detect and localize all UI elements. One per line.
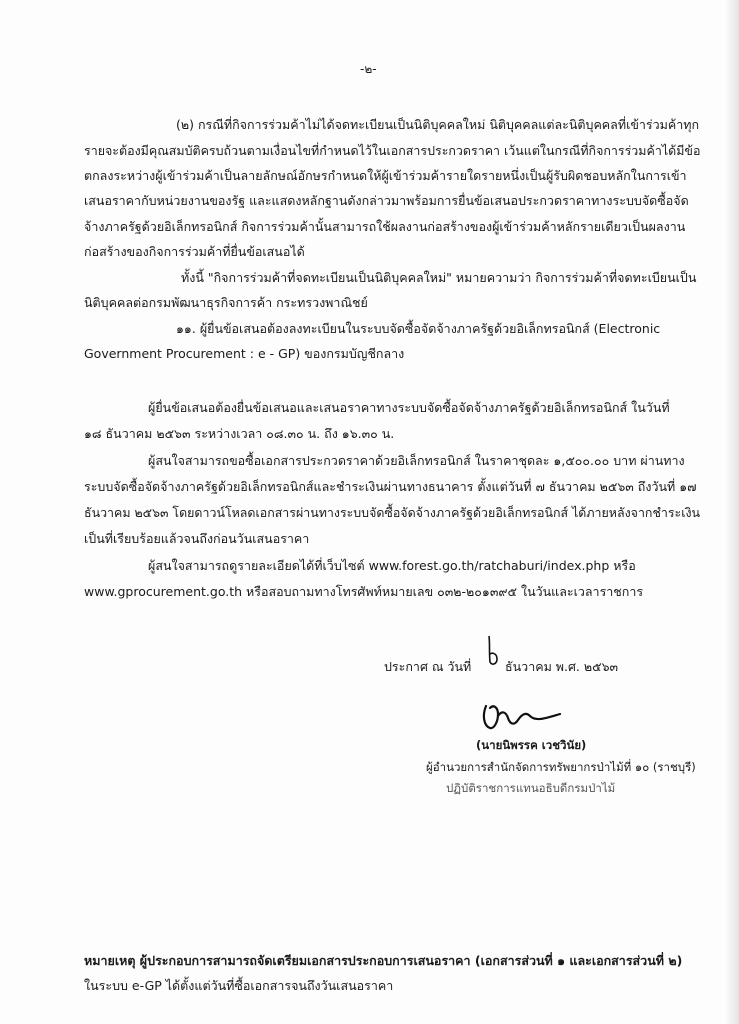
- announcement-date-suffix: ธันวาคม พ.ศ. ๒๕๖๓: [505, 659, 619, 674]
- clause-2-line-4: เสนอราคากับหน่วยงานของรัฐ และแสดงหลักฐานดังกล่าวมาพร้อมการยื่นข้อเสนอประกวดราคาทางระบบจัดซื้อจัด: [84, 193, 689, 208]
- note-line-2: ในระบบ e-GP ได้ตั้งแต่วันที่ซื้อเอกสารจนถึงวันเสนอราคา: [84, 978, 394, 993]
- purchase-line-2: ระบบจัดซื้อจัดจ้างภาครัฐด้วยอิเล็กทรอนิกส์และชำระเงินผ่านทางธนาคาร ตั้งแต่วันที่ ๗ ธันวาคม ๒๕๖๓ ถึงวันที่ ๑๗: [84, 479, 697, 494]
- clause-2-line-3: ตกลงระหว่างผู้เข้าร่วมค้าเป็นลายลักษณ์อักษรกำหนดให้ผู้เข้าร่วมค้ารายใดรายหนึ่งเป็นผู้รับผิดชอบหลักในการเข้า: [84, 168, 687, 183]
- clause-2-line-6: ก่อสร้างของกิจการร่วมค้าที่ยื่นข้อเสนอได้: [84, 244, 305, 259]
- page-number: -๒-: [360, 62, 377, 76]
- website-line-1: ผู้สนใจสามารถดูรายละเอียดได้ที่เว็บไซต์ www.forest.go.th/ratchaburi/index.php หรือ: [148, 558, 636, 573]
- note-line-1: [84, 953, 682, 969]
- clause-11-line-2: Government Procurement : e - GP) ของกรมบัญชีกลาง: [84, 346, 405, 361]
- clause-2-line-1: (๒) กรณีที่กิจการร่วมค้าไม่ได้จดทะเบียนเป็นนิติบุคคลใหม่ นิติบุคคลแต่ละนิติบุคคลที่เข้าร่วมค้าทุก: [176, 117, 700, 132]
- handwritten-signature: [476, 686, 566, 736]
- website-line-2: www.gprocurement.go.th หรือสอบถามทางโทรศัพท์หมายเลข ๐๓๒-๒๐๑๓๙๕ ในวันและเวลาราชการ: [84, 584, 644, 599]
- clause-2-line-2: รายจะต้องมีคุณสมบัติครบถ้วนตามเงื่อนไขที่กำหนดไว้ในเอกสารประกวดราคา เว้นแต่ในกรณีที่กิจการร่วมค้าได้มีข้อ: [84, 143, 701, 158]
- clause-2-line-5: จ้างภาครัฐด้วยอิเล็กทรอนิกส์ กิจการร่วมค้านั้นสามารถใช้ผลงานก่อสร้างของผู้เข้าร่วมค้าหลักรายเดียวเป็นผลงาน: [84, 219, 686, 234]
- signatory-name: (นายนิพรรค เวชวินัย): [476, 738, 587, 752]
- submission-line-2: ๑๘ ธันวาคม ๒๕๖๓ ระหว่างเวลา ๐๘.๓๐ น. ถึง ๑๖.๓๐ น.: [84, 426, 395, 441]
- definition-line-1: ทั้งนี้ "กิจการร่วมค้าที่จดทะเบียนเป็นนิติบุคคลใหม่" หมายความว่า กิจการร่วมค้าที่จดทะเบียนเป็น: [181, 270, 697, 285]
- purchase-line-3: ธันวาคม ๒๕๖๓ โดยดาวน์โหลดเอกสารผ่านทางระบบจัดซื้อจัดจ้างภาครัฐด้วยอิเล็กทรอนิกส์ ได้ภายหลังจากชำระเงิน: [84, 505, 701, 520]
- signatory-acting: ปฏิบัติราชการแทนอธิบดีกรมป่าไม้: [446, 781, 616, 795]
- purchase-line-1: ผู้สนใจสามารถขอซื้อเอกสารประกวดราคาด้วยอิเล็กทรอนิกส์ ในราคาชุดละ ๑,๕๐๐.๐๐ บาท ผ่านทาง: [148, 453, 685, 468]
- page-edge-shadow: [725, 0, 739, 1024]
- definition-line-2: นิติบุคคลต่อกรมพัฒนาธุรกิจการค้า กระทรวงพาณิชย์: [84, 295, 368, 310]
- announcement-date-prefix: ประกาศ ณ วันที่: [384, 659, 472, 674]
- note-text-1: หมายเหตุ ผู้ประกอบการสามารถจัดเตรียมเอกสารประกอบการเสนอราคา (เอกสารส่วนที่ ๑ และเอกสารส่วนที่ ๒): [84, 953, 683, 968]
- submission-line-1: ผู้ยื่นข้อเสนอต้องยื่นข้อเสนอและเสนอราคาทางระบบจัดซื้อจัดจ้างภาครัฐด้วยอิเล็กทรอนิกส์ ในวันที่: [148, 400, 670, 415]
- clause-11-line-1: ๑๑. ผู้ยื่นข้อเสนอต้องลงทะเบียนในระบบจัดซื้อจัดจ้างภาครัฐด้วยอิเล็กทรอนิกส์ (Electronic: [176, 321, 661, 336]
- handwritten-day-mark: [486, 634, 500, 668]
- purchase-line-4: เป็นที่เรียบร้อยแล้วจนถึงก่อนวันเสนอราคา: [84, 531, 310, 546]
- signatory-title: ผู้อำนวยการสำนักจัดการทรัพยากรป่าไม้ที่ ๑๐ (ราชบุรี): [426, 760, 696, 774]
